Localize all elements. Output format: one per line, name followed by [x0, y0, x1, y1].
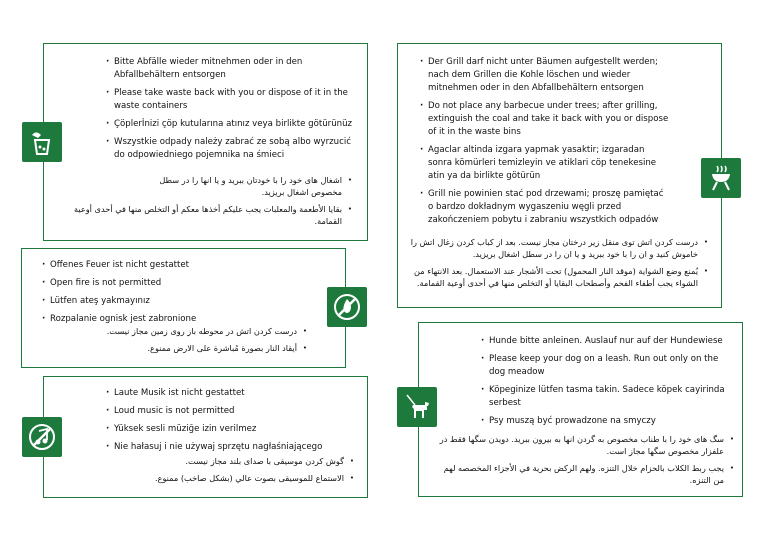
music-item-pl: · Nie hałasuj i nie używaj sprzętu nagłaśniającego — [106, 441, 356, 454]
waste-item-pl: · Wszystkie odpady należy zabrać ze sobą albo wyrzucić do odpowiedniego pojemnika na śmieci — [106, 136, 356, 162]
waste-item-tr: · Çöplerİnizi çöp kutularına atınız veya birlikte götürünüz — [106, 118, 356, 131]
grill-icon — [701, 158, 741, 198]
grill-item-de: · Der Grill darf nicht unter Bäumen aufgestellt werden; nach dem Grillen die Kohle löschen und wieder mitnehmen oder in den Abfallbehältern entsorgen — [420, 56, 670, 95]
no-music-icon — [22, 417, 62, 457]
waste-item-ar: • بقايا الأطعمة والمعلبات يجب عليكم أخذها معكم أو التخلص منها في أحدى أوعية القمامة. — [52, 203, 352, 227]
grill-item-tr: · Agaclar altinda izgara yapmak yasaktir; izgaradan sonra kömürleri temizleyin ve atiklari cöp tenekesine atin ya da birlikte götürün — [420, 144, 670, 183]
waste-item-en: · Please take waste back with you or dispose of it in the waste containers — [106, 87, 356, 113]
dog-item-pl: · Psy muszą być prowadzone na smyczy — [481, 415, 731, 428]
waste-rules-box — [43, 43, 368, 241]
waste-bin-icon — [22, 122, 62, 162]
music-item-ar: • الاستماع للموسيقى بصوت عالي (بشكل صاخب) ممنوع. — [84, 472, 354, 484]
dog-rules-box — [418, 322, 743, 497]
fire-item-pl: · Rozpalanie ognisk jest zabronione — [42, 313, 312, 326]
fire-item-fa: • درست كردن اتش در محوطه باز روی زمین مجاز نیست. — [32, 325, 307, 337]
grill-item-pl: · Grill nie powinien stać pod drzewami; proszę pamiętać o bardzo dokładnym wygaszeniu węgli przed zakończeniem pobytu i zabraniu wszystkich odpadów — [420, 188, 670, 227]
dog-item-ar: • يجب ربط الكلاب بالحزام خلال التنزه. ولهم الركض بحرية في الأجزاء المخصصه لهم من التنزه. — [434, 462, 734, 486]
waste-item-de: · Bitte Abfälle wieder mitnehmen oder in den Abfallbehältern entsorgen — [106, 56, 356, 82]
music-item-fa: • گوش كردن موسیقی با صدای بلند مجاز نیست. — [84, 455, 354, 467]
grill-item-fa: • درست كردن اتش توی منقل زیر درختان مجاز نیست. بعد از کباب کردن زغال اتش را خاموش کنید و ان را با خود ببرید و یا ان را در سطل اشغال بریزید. — [408, 236, 708, 260]
fire-item-en: · Open fire is not permitted — [42, 277, 312, 290]
grill-item-ar: • يُمنع وضع الشواية (موقد النار المحمول) تحت الأشجار عند الاستعمال. بعد الانتهاء من الشواء يجب أطفاء الفحم وأصطحاب البقايا أو التخلص منها في أحدى أوعية القمامة. — [408, 265, 708, 289]
music-rules-box — [43, 376, 368, 498]
dog-item-en: · Please keep your dog on a leash. Run out only on the dog meadow — [481, 353, 731, 379]
dog-item-fa: • سگ های خود را با طناب مخصوص به گردن انها به بیرون ببرید. دویدن سگها فقط در علفزار مخصوص سگها مجاز است. — [434, 433, 734, 457]
grill-item-en: · Do not place any barbecue under trees; after grilling, extinguish the coal and take it back with you or dispose of it in the waste bins — [420, 100, 670, 139]
dog-item-de: · Hunde bitte anleinen. Auslauf nur auf der Hundewiese — [481, 335, 731, 348]
dog-item-tr: · Köpeginize lütfen tasma takin. Sadece köpek cayirinda serbest — [481, 384, 731, 410]
fire-item-ar: • أيقاد النار بصورة مُباشرة على الارض ممنوع. — [32, 342, 307, 354]
dog-leash-icon — [397, 387, 437, 427]
grill-rules-box — [397, 43, 722, 308]
fire-rules-box — [21, 248, 346, 368]
no-fire-icon — [327, 287, 367, 327]
waste-item-fa: • اشغال های خود را با خودتان ببرید و یا انها را در سطل مخصوص اشغال بریزید. — [132, 174, 352, 198]
music-item-tr: · Yüksek sesli müziğe izin verilmez — [106, 423, 356, 436]
music-item-en: · Loud music is not permitted — [106, 405, 356, 418]
music-item-de: · Laute Musik ist nicht gestattet — [106, 387, 356, 400]
fire-item-de: · Offenes Feuer ist nicht gestattet — [42, 259, 312, 272]
fire-item-tr: · Lütfen ateş yakmayınız — [42, 295, 312, 308]
